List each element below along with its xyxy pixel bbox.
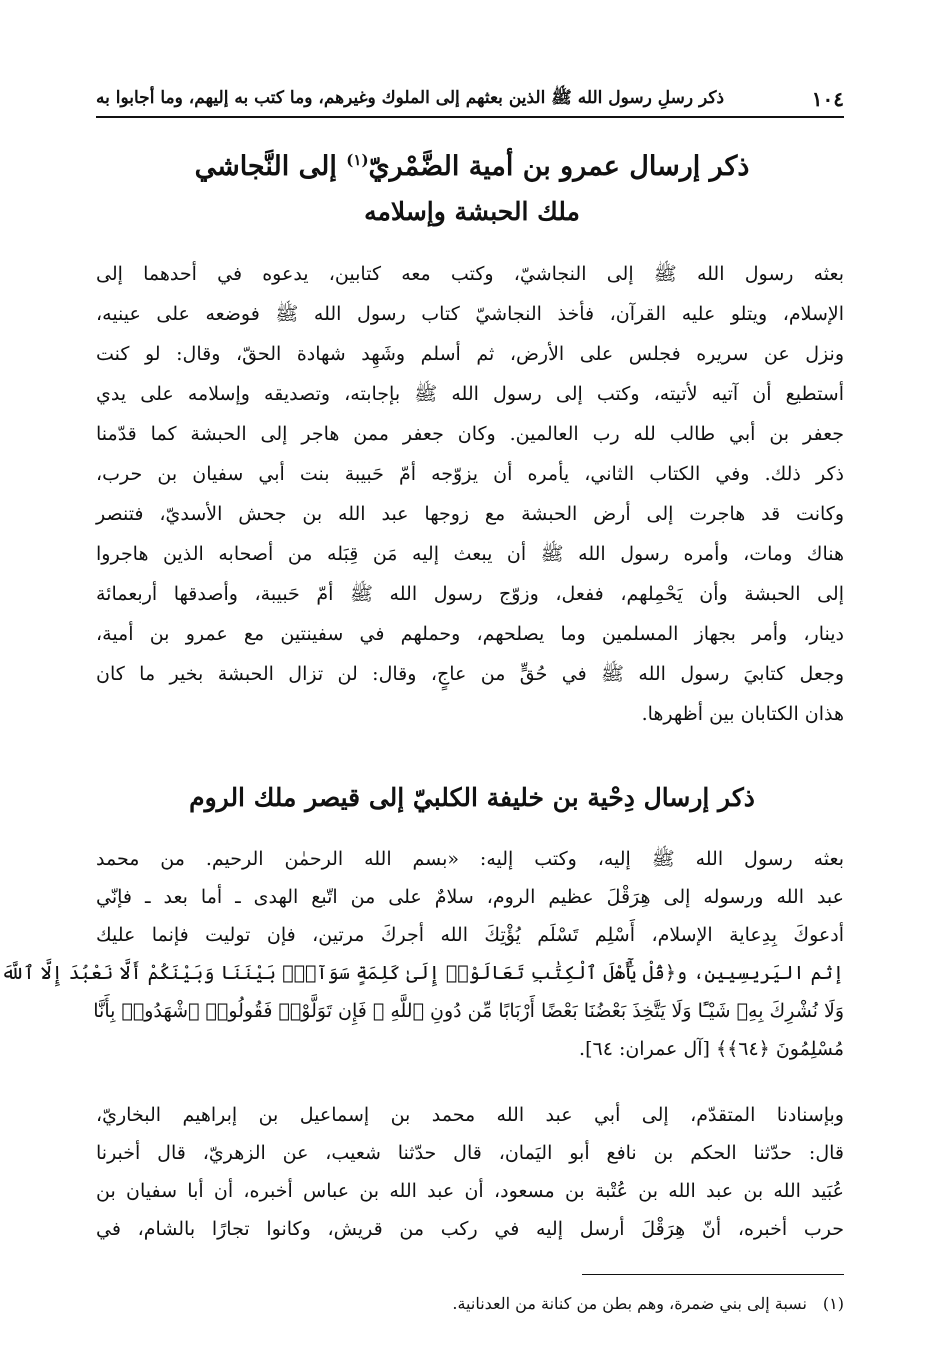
text-line: هذان الكتابان بين أظهرها. (641, 703, 844, 725)
section2-body (1, 840, 844, 1068)
footnote (96, 1290, 844, 1318)
text-line: بعثه رسول الله ﷺ إليه، وكتب إليه: «بسم الله الرحمٰن الرحيم. من محمد (96, 848, 844, 870)
text-line: إلى الحبشة وأن يَحْمِلهم، ففعل، وزوّج رسول الله ﷺ أمّ حَبيبة، وأصدقها أربعمائة (96, 583, 844, 605)
text-line: وجعل كتابيَ رسول الله ﷺ في حُقٍّ من عاجٍ، وقال: لن تزال الحبشة بخير ما كان (96, 663, 844, 685)
text-line: وبإسنادنا المتقدّم، إلى أبي عبد الله محمد بن إسماعيل بن إبراهيم البخاريّ، (96, 1104, 844, 1126)
section1-title (100, 138, 844, 189)
quran-line: وَلَا نُشْرِكَ بِهِۦ شَيْـًٔا وَلَا يَتَّخِذَ بَعْضُنَا بَعْضًا أَرْبَابًا مِّن دُونِ ٱللَّهِ ۚ فَإِن تَوَلَّوْا۟ فَقُولُوا۟ ٱشْهَدُوا۟ بِأَنَّا (93, 1000, 844, 1022)
text-line: هناك ومات، وأمره رسول الله ﷺ أن يبعث إليه مَن قِبَله من أصحابه الذين هاجروا (96, 543, 844, 565)
page-number: ١٠٤ (811, 87, 844, 111)
text-line: دينار، وأمر بجهاز المسلمين وما يصلحهم، وحملهم في سفينتين مع عمرو بن أمية، (96, 623, 844, 645)
text-line: حرب أخبره، أنّ هِرَقْلَ أرسل إليه في ركب من قريش، وكانوا تجارًا بالشام، في (96, 1218, 844, 1240)
running-title: ذكر رسلِ رسول الله ﷺ الذين بعثهم إلى الملوك وغيرهم، وما كتب به إليهم، وما أجابوا به (96, 87, 725, 108)
text-line: جعفر بن أبي طالب لله رب العالمين. وكان جعفر ممن هاجر إلى الحبشة كما قدّمنا (96, 423, 844, 445)
text-line: عُبَيد الله بن عبد الله بن عُتْبة بن مسعود، أن عبد الله بن عباس أخبره، أن أبا سفيان بن (96, 1180, 844, 1202)
text-line: بعثه رسول الله ﷺ إلى النجاشيّ، وكتب معه كتابين، يدعوه في أحدهما إلى (96, 263, 844, 285)
section1-title-part1: ذكر إرسال عمرو بن أمية الضَّمْريّ (368, 151, 750, 182)
text-line: أستطيع أن آتيه لأتيته، وكتب إلى رسول الله ﷺ بإجابته، وتصديقه وإسلامه على يدي (96, 383, 844, 405)
text-line: وكانت قد هاجرت إلى أرض الحبشة مع زوجها عبد الله بن جحش الأسديّ، فتنصر (96, 503, 844, 525)
text-line: ذكر ذلك. وفي الكتاب الثاني، يأمره أن يزوّجه أمّ حَبيبة بنت أبي سفيان بن حرب، (96, 463, 844, 485)
text-line: عبد الله ورسوله إلى هِرَقْلَ عظيم الروم، سلامٌ على من اتّبع الهدى ـ أما بعد ـ فإنّي (96, 886, 844, 908)
text-line: أدعوكَ بِدِعاية الإسلام، أَسْلِم تَسْلَم يُؤْتِكَ الله أجركَ مرتين، فإن توليت فإنما عليك (96, 924, 844, 946)
text-line: ونزل عن سريره فجلس على الأرض، ثم أسلم وشَهِد شهادة الحقّ، وقال: لو كنت (96, 343, 844, 365)
section1-subtitle: ملك الحبشة وإسلامه (364, 197, 580, 226)
section3-body (96, 1096, 844, 1248)
quran-line: إثم اليَريسِيين، و﴿قُلْ يَٰٓأَهْلَ ٱلْكِتَٰبِ تَعَالَوْا۟ إِلَىٰ كَلِمَةٍ سَوَآءٍۭ بَيْنَنَا وَبَيْنَكُمْ أَلَّا نَعْبُدَ إِلَّا ٱللَّهَ (1, 962, 844, 984)
quran-line: مُسْلِمُونَ ﴿٦٤﴾﴾ [آل عمران: ٦٤]. (579, 1038, 844, 1060)
text-line: قال: حدّثنا الحكم بن نافع أبو اليَمان، قال حدّثنا شعيب، عن الزهريّ، قال أخبرنا (96, 1142, 844, 1164)
footnote-divider (582, 1274, 844, 1275)
section2-title: ذكر إرسال دِحْية بن خليفة الكلبيّ إلى قيصر ملك الروم (189, 783, 755, 812)
footnote-reference[interactable]: (١) (346, 151, 369, 169)
footnote-number: (١) (822, 1294, 844, 1313)
section1-body (96, 254, 844, 734)
text-line: الإسلام، ويتلو عليه القرآن، فأخذ النجاشيّ كتاب رسول الله ﷺ فوضعه على عينيه، (96, 303, 844, 325)
section1-title-part2: إلى النَّجاشي (194, 151, 337, 182)
footnote-text: نسبة إلى بني ضمرة، وهم بطن من كنانة من العدنانية. (452, 1294, 807, 1313)
running-header (96, 82, 844, 118)
